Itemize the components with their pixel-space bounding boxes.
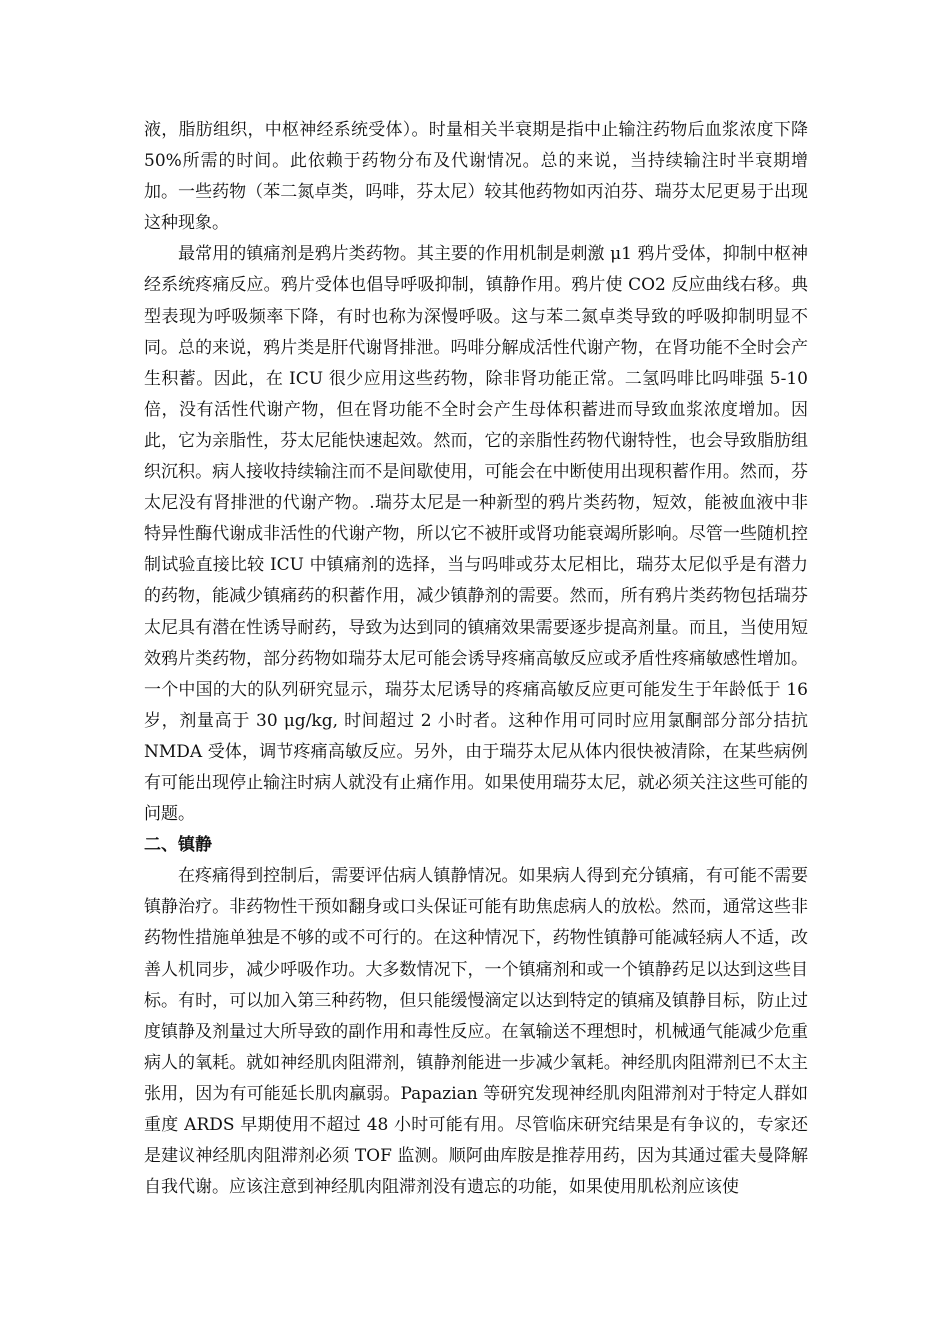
paragraph-continued-half-life: 液，脂肪组织，中枢神经系统受体）。时量相关半衰期是指中止输注药物后血浆浓度下降50%所需的时间。此依赖于药物分布及代谢情况。总的来说，当持续输注时半衰期增加。一些药物（苯二氮卓类，吗啡，芬太尼）较其他药物如丙泊芬、瑞芬太尼更易于出现这种现象。 [144, 120, 808, 234]
document-body [144, 115, 808, 1203]
paragraph-opioid-analgesics: 最常用的镇痛剂是鸦片类药物。其主要的作用机制是刺激 μ1 鸦片受体，抑制中枢神经系统疼痛反应。鸦片受体也倡导呼吸抑制，镇静作用。鸦片使 CO2 反应曲线右移。典型表现为呼吸频率下降，有时也称为深慢呼吸。这与苯二氮卓类导致的呼吸抑制明显不同。总的来说，鸦片类是肝代谢肾排泄。吗啡分解成活性代谢产物，在肾功能不全时会产生积蓄。因此，在 ICU 很少应用这些药物，除非肾功能正常。二氢吗啡比吗啡强 5-10 倍，没有活性代谢产物，但在肾功能不全时会产生母体积蓄进而导致血浆浓度增加。因此，它为亲脂性，芬太尼能快速起效。然而，它的亲脂性药物代谢特性，也会导致脂肪组织沉积。病人接收持续输注而不是间歇使用，可能会在中断使用出现积蓄作用。然而，芬太尼没有肾排泄的代谢产物。.瑞芬太尼是一种新型的鸦片类药物，短效，能被血液中非特异性酶代谢成非活性的代谢产物，所以它不被肝或肾功能衰竭所影响。尽管一些随机控制试验直接比较 ICU 中镇痛剂的选择，当与吗啡或芬太尼相比，瑞芬太尼似乎是有潜力的药物，能减少镇痛药的积蓄作用，减少镇静剂的需要。然而，所有鸦片类药物包括瑞芬太尼具有潜在性诱导耐药，导致为达到同的镇痛效果需要逐步提高剂量。而且，当使用短效鸦片类药物，部分药物如瑞芬太尼可能会诱导疼痛高敏反应或矛盾性疼痛敏感性增加。一个中国的大的队列研究显示，瑞芬太尼诱导的疼痛高敏反应更可能发生于年龄低于 16 岁，剂量高于 30 μg/kg, 时间超过 2 小时者。这种作用可同时应用氯酮部分部分拮抗 NMDA 受体，调节疼痛高敏反应。另外，由于瑞芬太尼从体内很快被清除，在某些病例有可能出现停止输注时病人就没有止痛作用。如果使用瑞芬太尼，就必须关注这些可能的问题。 [144, 244, 808, 825]
section-heading-sedation: 二、镇静 [144, 835, 212, 856]
paragraph-sedation: 在疼痛得到控制后，需要评估病人镇静情况。如果病人得到充分镇痛，有可能不需要镇静治疗。非药物性干预如翻身或口头保证可能有助焦虑病人的放松。然而，通常这些非药物性措施单独是不够的或不可行的。在这种情况下，药物性镇静可能减轻病人不适，改善人机同步，减少呼吸作功。大多数情况下，一个镇痛剂和或一个镇静药足以达到这些目标。有时，可以加入第三种药物，但只能缓慢滴定以达到特定的镇痛及镇静目标，防止过度镇静及剂量过大所导致的副作用和毒性反应。在氧输送不理想时，机械通气能减少危重病人的氧耗。就如神经肌肉阻滞剂，镇静剂能进一步减少氧耗。神经肌肉阻滞剂已不太主张用，因为有可能延长肌肉羸弱。Papazian 等研究发现神经肌肉阻滞剂对于特定人群如重度 ARDS 早期使用不超过 48 小时可能有用。尽管临床研究结果是有争议的，专家还是建议神经肌肉阻滞剂必须 TOF 监测。顺阿曲库胺是推荐用药，因为其通过霍夫曼降解自我代谢。应该注意到神经肌肉阻滞剂没有遗忘的功能，如果使用肌松剂应该使 [144, 866, 808, 1198]
